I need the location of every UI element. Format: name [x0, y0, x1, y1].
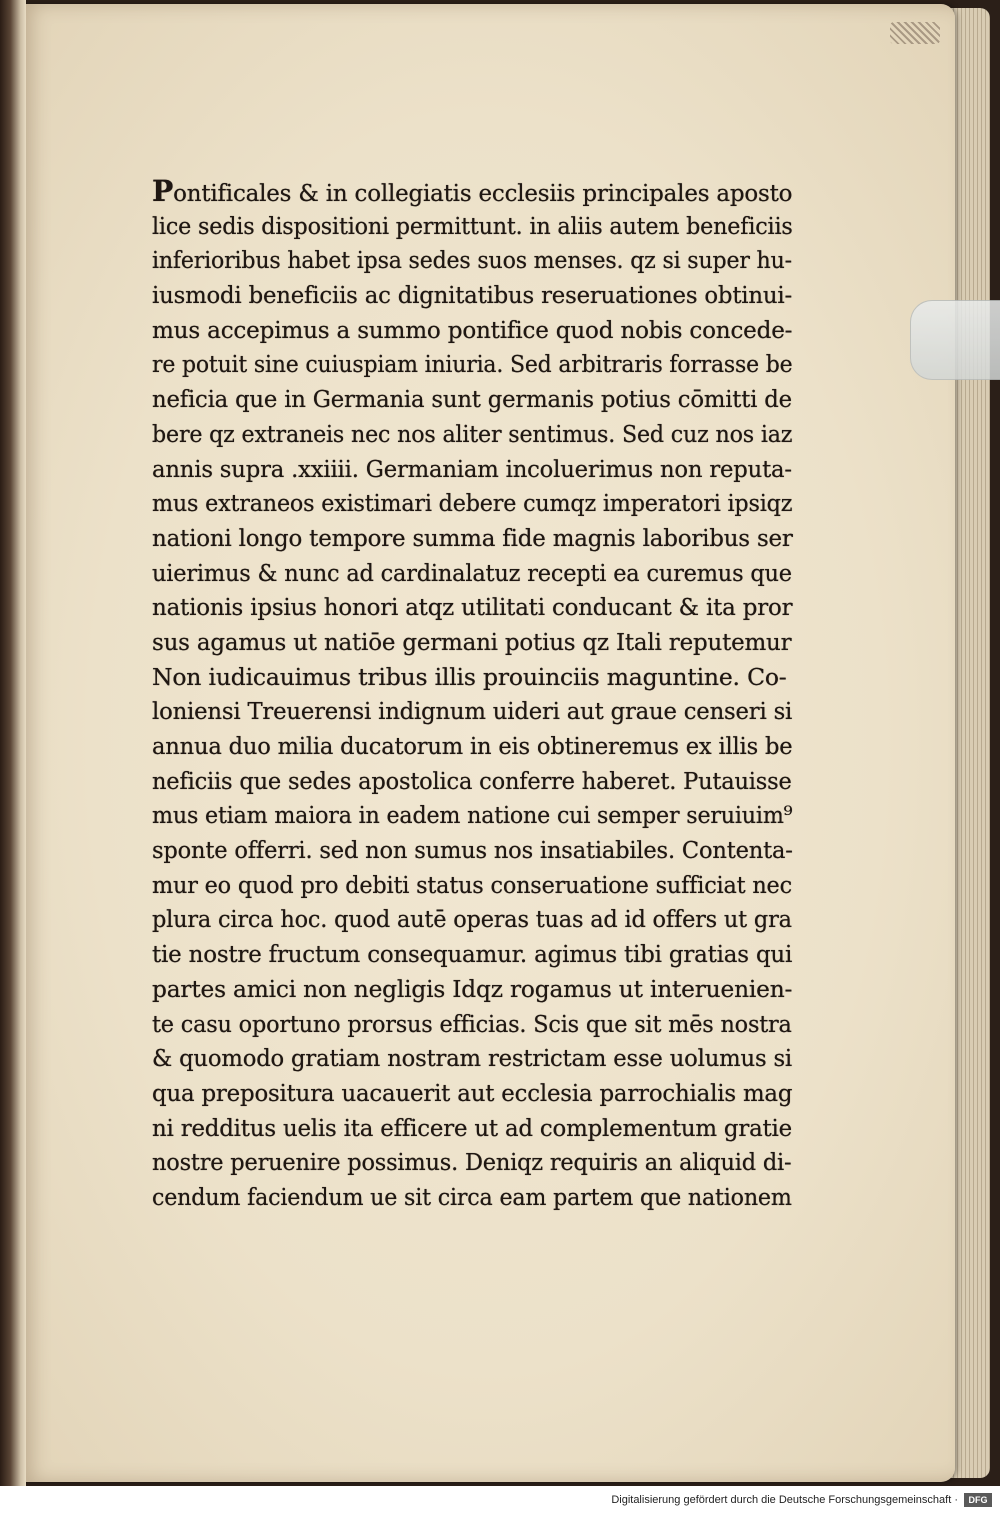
initial-letter: P: [152, 174, 174, 208]
dfg-logo: DFG: [964, 1493, 992, 1507]
text-block: [152, 174, 792, 1215]
line-text: ontificales & in collegiatis ecclesiis principales aposto: [173, 179, 793, 207]
footer-credit: Digitalisierung gefördert durch die Deutsche Forschungsgemeinschaft ·: [611, 1494, 958, 1506]
text-line: tie nostre fructum consequamur. agimus tibi gratias qui: [152, 940, 793, 969]
text-line: neficiis que sedes apostolica conferre haberet. Putauisse: [152, 766, 792, 795]
text-line: bere qz extraneis nec nos aliter sentimus. Sed cuz nos iaz: [152, 419, 793, 448]
text-line: mus accepimus a summo pontifice quod nobis concede-: [152, 315, 793, 344]
text-line: sus agamus ut natiōe germani potius qz Itali reputemur: [152, 627, 792, 656]
text-line: qua prepositura uacauerit aut ecclesia parrochialis mag: [152, 1078, 793, 1107]
text-line: nostre peruenire possimus. Deniqz requiris an aliquid di-: [152, 1148, 792, 1177]
text-line: re potuit sine cuiuspiam iniuria. Sed arbitraris forrasse be: [152, 350, 793, 379]
text-line: annua duo milia ducatorum in eis obtineremus ex illis be: [152, 732, 793, 760]
text-line: plura circa hoc. quod autē operas tuas ad id offers ut gra: [152, 905, 792, 934]
corner-smudge: [890, 22, 940, 44]
text-line: Non iudicauimus tribus illis prouinciis maguntine. Co-: [152, 662, 787, 691]
footer-bar: [0, 1486, 1000, 1516]
text-line: loniensi Treuerensi indignum uideri aut graue censeri si: [152, 697, 793, 726]
text-line: uierimus & nunc ad cardinalatuz recepti ea curemus que: [152, 558, 792, 587]
text-line: te casu oportuno prorsus efficias. Scis que sit mēs nostra: [152, 1009, 792, 1038]
text-line: lice sedis dispositioni permittunt. in aliis autem beneficiis: [152, 211, 793, 240]
text-line: mur eo quod pro debiti status conseruatione sufficiat nec: [152, 870, 792, 899]
text-line: sponte offerri. sed non sumus nos insatiabiles. Contenta-: [152, 836, 793, 865]
book-page: [20, 4, 955, 1482]
text-line: ni redditus uelis ita efficere ut ad complementum gratie: [152, 1113, 793, 1142]
text-line: cendum faciendum ue sit circa eam partem que nationem: [152, 1182, 792, 1211]
text-line: [152, 174, 793, 209]
text-line: partes amici non negligis Idqz rogamus ut interuenien-: [152, 974, 793, 1003]
text-line: nationi longo tempore summa fide magnis laboribus ser: [152, 523, 793, 552]
binding-edge: [0, 0, 26, 1486]
text-line: neficia que in Germania sunt germanis potius cōmitti de: [152, 385, 792, 414]
text-line: mus extraneos existimari debere cumqz imperatori ipsiqz: [152, 489, 793, 518]
text-line: mus etiam maiora in eadem natione cui semper seruiuim⁹: [152, 801, 793, 830]
text-line: annis supra .xxiiii. Germaniam incoluerimus non reputa-: [152, 454, 792, 483]
text-line: inferioribus habet ipsa sedes suos menses. qz si super hu-: [152, 246, 792, 275]
text-line: nationis ipsius honori atqz utilitati conducant & ita pror: [152, 593, 793, 622]
text-line: iusmodi beneficiis ac dignitatibus reseruationes obtinui-: [152, 281, 792, 310]
text-line: & quomodo gratiam nostram restrictam esse uolumus si: [152, 1044, 793, 1073]
clip-tab: [910, 300, 1000, 380]
